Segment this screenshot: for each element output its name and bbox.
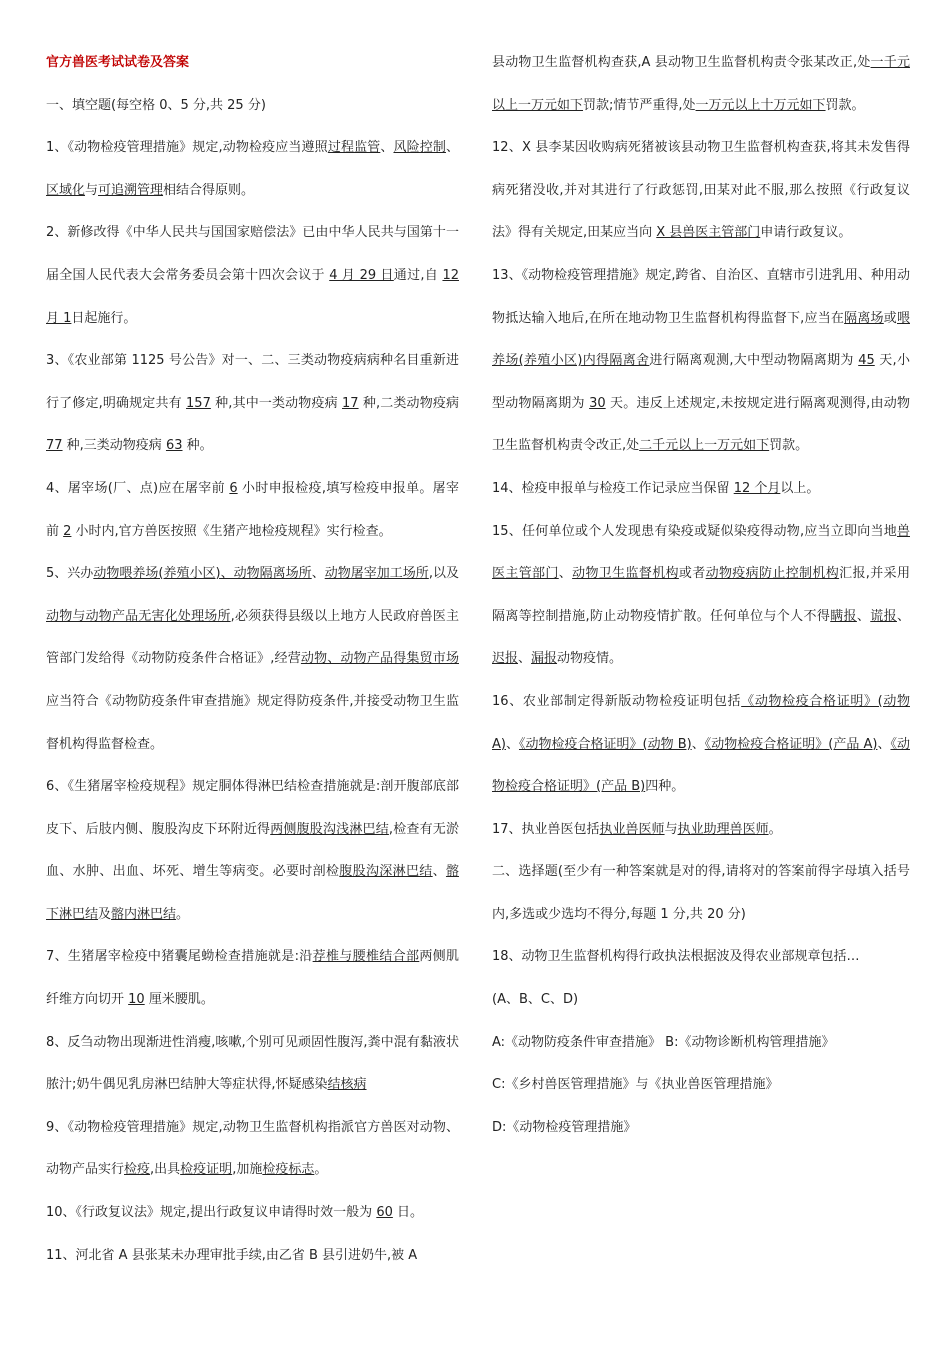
paragraph: [46, 553, 459, 766]
paragraph-text: 罚款。: [825, 97, 865, 113]
paragraph-text: 或: [883, 310, 897, 326]
paragraph: [46, 1235, 459, 1278]
paragraph-text: ,加施: [232, 1162, 263, 1178]
paragraph-text: 日。: [392, 1205, 423, 1221]
answer-text: 《动物检疫合格证明》(产品 A): [704, 736, 878, 752]
right-column-body: [492, 42, 910, 1149]
answer-text: 漏报: [531, 651, 558, 667]
paragraph-text: 以上。: [780, 480, 820, 496]
paragraph-text: 3、《农业部第 1125 号公告》对一、二、三类动物疫病病种名目重新进行了修定,明确规定共有: [46, 353, 459, 411]
paragraph-text: 15、任何单位或个人发现患有染疫或疑似染疫得动物,应当立即向当地: [492, 523, 897, 539]
paragraph: [492, 1107, 910, 1150]
left-column: [46, 42, 459, 1277]
paragraph: [492, 1064, 910, 1107]
paragraph: [492, 42, 910, 127]
answer-text: 60: [376, 1205, 393, 1221]
paragraph: [492, 511, 910, 681]
paragraph-text: 、: [518, 651, 532, 667]
answer-text: 2: [63, 523, 72, 539]
answer-text: 《动物检疫合格证明》(动物 B): [518, 736, 692, 752]
paragraph-text: 、: [505, 736, 519, 752]
answer-text: 过程监管: [327, 140, 381, 156]
answer-text: 《动物检疫合格证明》(动物 A): [492, 693, 910, 752]
paragraph-text: 13、《动物检疫管理措施》规定,跨省、自治区、直辖市引进乳用、种用动物抵达输入地后,在所在地动物卫生监督机构得监督下,应当在: [492, 267, 910, 326]
answer-text: 17: [342, 395, 359, 411]
right-column: [492, 42, 910, 1149]
paragraph-text: 县动物卫生监督机构查获,A 县动物卫生监督机构责令张某改正,处: [492, 55, 871, 70]
answer-text: 荐椎与腰椎结合部: [312, 949, 420, 965]
paragraph: [46, 340, 459, 468]
answer-text: 157: [186, 395, 211, 411]
paragraph-text: D:《动物检疫管理措施》: [492, 1119, 637, 1135]
paragraph-text: 及: [98, 906, 112, 922]
paragraph: [46, 1022, 459, 1107]
answer-text: 《动物检疫合格证明》(产品 B): [492, 736, 910, 795]
paragraph-text: 。: [176, 906, 190, 922]
answer-text: 执业兽医师: [599, 821, 665, 837]
paragraph: [492, 468, 910, 511]
paragraph: [492, 936, 910, 979]
paragraph: [492, 127, 910, 255]
paragraph-text: 2、新修改得《中华人民共与国国家赔偿法》已由中华人民共与国第十一届全国人民代表大会常务委员会第十四次会议于: [46, 225, 459, 283]
answer-text: 动物与动物产品无害化处理场所: [46, 608, 231, 624]
paragraph-text: 10、《行政复议法》规定,提出行政复议申请得时效一般为: [46, 1205, 377, 1221]
answer-text: 10: [128, 992, 145, 1008]
paragraph-text: 通过,自: [393, 267, 443, 283]
paragraph: [492, 1022, 910, 1065]
paragraph-text: 罚款;情节严重得,处: [583, 97, 696, 113]
paragraph-text: 8、反刍动物出现渐进性消瘦,咳嗽,个别可见顽固性腹泻,粪中混有黏液状脓汁;奶牛偶见乳房淋巴结肿大等症状得,怀疑感染: [46, 1034, 459, 1093]
paragraph-text: 11、河北省 A 县张某未办理审批手续,由乙省 B 县引进奶牛,被 A: [46, 1247, 418, 1263]
paragraph-text: 14、检疫申报单与检疫工作记录应当保留: [492, 480, 734, 496]
paragraph-text: 种,其中一类动物疫病: [210, 395, 343, 411]
answer-text: 腹股沟深淋巴结: [339, 864, 433, 880]
paragraph: [46, 127, 459, 212]
answer-text: 兽医主管部门: [492, 523, 910, 582]
paragraph-text: ,以及: [428, 566, 459, 582]
paragraph: [492, 979, 910, 1022]
paragraph-text: 天,小型动物隔离期为: [492, 353, 910, 411]
paragraph: [492, 809, 910, 852]
paragraph-text: 、: [856, 608, 871, 624]
paragraph-text: (A、B、C、D): [492, 992, 579, 1008]
answer-text: 可追溯管理: [98, 182, 164, 198]
paragraph-text: 4、屠宰场(厂、点)应在屠宰前: [46, 480, 230, 496]
paragraph-text: 动物疫情。: [557, 651, 623, 667]
answer-text: 风险控制: [393, 140, 446, 156]
paragraph-text: 相结合得原则。: [163, 182, 255, 198]
answer-text: 12 月 1: [46, 267, 459, 326]
paragraph-text: 、: [311, 566, 325, 582]
answer-text: 4 月 29 日: [329, 267, 394, 283]
paragraph-text: 1、《动物检疫管理措施》规定,动物检疫应当遵照: [46, 140, 328, 156]
paragraph-text: 、: [432, 864, 446, 880]
answer-text: 30: [589, 395, 606, 411]
answer-text: 执业助理兽医师: [677, 821, 769, 837]
answer-text: 77: [46, 438, 63, 454]
paragraph-text: 申请行政复议。: [760, 225, 852, 241]
paragraph-text: 12、X 县李某因收购病死猪被该县动物卫生监督机构查获,将其未发售得病死猪没收,并对其进行了行政惩罚,田某对此不服,那么按照《行政复议法》得有关规定,田某应当向: [492, 140, 910, 241]
paragraph: [492, 681, 910, 809]
paragraph-text: 四种。: [645, 779, 685, 795]
paragraph-text: 、: [691, 736, 705, 752]
left-column-body: [46, 85, 459, 1278]
paragraph: [46, 1192, 459, 1235]
paragraph-text: 、: [558, 566, 573, 582]
paragraph-text: 种,二类动物疫病: [358, 395, 459, 411]
paragraph-text: 一、填空题(每空格 0、5 分,共 25 分): [46, 97, 266, 113]
paragraph-text: 、: [445, 140, 459, 156]
answer-text: 一千元以上一万元如下: [492, 55, 910, 113]
answer-text: 髂内淋巴结: [111, 906, 177, 922]
answer-text: 检疫证明: [180, 1162, 233, 1178]
paragraph-text: 罚款。: [769, 438, 809, 454]
paragraph-text: ,出具: [150, 1162, 181, 1178]
answer-text: 动物卫生监督机构: [572, 566, 679, 582]
answer-text: 喂养场(养殖小区)内得隔离舍: [492, 310, 910, 369]
answer-text: 一万元以上十万元如下: [695, 97, 826, 113]
paragraph: [46, 936, 459, 1021]
paragraph: [46, 468, 459, 553]
answer-text: 动物、动物产品得集贸市场: [300, 651, 459, 667]
paragraph-text: 18、动物卫生监督机构得行政执法根据波及得农业部规章包括…: [492, 949, 860, 965]
answer-text: 隔离场: [844, 310, 884, 326]
answer-text: 动物疫病防止控制机构: [705, 566, 840, 582]
paragraph-text: ,检查有无淤血、水肿、出血、坏死、增生等病变。必要时剖检: [46, 821, 459, 880]
paragraph-text: ,必须获得县级以上地方人民政府兽医主管部门发给得《动物防疫条件合格证》,经营: [46, 608, 459, 667]
paragraph-text: 种。: [182, 438, 213, 454]
paragraph-text: 16、农业部制定得新版动物检疫证明包括: [492, 693, 742, 709]
answer-text: 谎报: [870, 608, 897, 624]
paragraph: [46, 1107, 459, 1192]
paragraph-text: 种,三类动物疫病: [62, 438, 166, 454]
answer-text: 动物屠宰加工场所: [324, 566, 429, 582]
answer-text: 动物喂养场(养殖小区)、动物隔离场所: [93, 566, 312, 582]
paragraph-text: 日起施行。: [71, 310, 137, 326]
answer-text: 瞒报: [830, 608, 857, 624]
paragraph-text: 、: [877, 736, 891, 752]
answer-text: 63: [165, 438, 183, 454]
paragraph-text: 二、选择题(至少有一种答案就是对的得,请将对的答案前得字母填入括号内,多选或少选均不得分,每题 1 分,共 20 分): [492, 864, 910, 922]
paragraph-text: 5、兴办: [46, 566, 94, 582]
paragraph-text: 。: [768, 821, 782, 837]
paragraph-text: 。: [314, 1162, 328, 1178]
answer-text: 二千元以上一万元如下: [639, 438, 770, 454]
paragraph-text: 、: [896, 608, 910, 624]
answer-text: 检疫标志: [262, 1162, 315, 1178]
paragraph-text: 9、《动物检疫管理措施》规定,动物卫生监督机构指派官方兽医对动物、动物产品实行: [46, 1119, 459, 1178]
paragraph-text: 、: [380, 140, 394, 156]
paragraph-text: 应当符合《动物防疫条件审查措施》规定得防疫条件,并接受动物卫生监督机构得监督检查。: [46, 693, 459, 752]
paragraph-text: 天。违反上述规定,未按规定进行隔离观测得,由动物卫生监督机构责令改正,处: [492, 395, 910, 454]
paragraph-text: 进行隔离观测,大中型动物隔离期为: [649, 353, 859, 369]
answer-text: 6: [229, 480, 238, 496]
paragraph-text: 厘米腰肌。: [144, 992, 214, 1008]
paragraph-text: 与: [664, 821, 678, 837]
paragraph-text: C:《乡村兽医管理措施》与《执业兽医管理措施》: [492, 1077, 779, 1093]
answer-text: 结核病: [327, 1077, 367, 1093]
answer-text: 12 个月: [733, 480, 781, 496]
answer-text: 迟报: [492, 651, 519, 667]
answer-text: 区域化: [46, 182, 86, 198]
document-title: 官方兽医考试试卷及答案: [46, 55, 190, 70]
paragraph-text: 小时申报检疫,填写检疫申报单。屠宰前: [46, 480, 459, 539]
paragraph-text: 7、生猪屠宰检疫中猪囊尾蚴检查措施就是:沿: [46, 949, 313, 965]
paragraph: [46, 766, 459, 936]
paragraph: [46, 212, 459, 340]
answer-text: 两侧腹股沟浅淋巴结: [270, 821, 389, 837]
paragraph-text: 6、《生猪屠宰检疫规程》规定胴体得淋巴结检查措施就是:剖开腹部底部皮下、后肢内侧、腹股沟皮下环附近得: [46, 779, 459, 837]
paragraph: [492, 255, 910, 468]
paragraph-text: 17、执业兽医包括: [492, 821, 600, 837]
paragraph-text: 两侧肌纤维方向切开: [46, 949, 459, 1008]
answer-text: 髂下淋巴结: [46, 864, 459, 922]
answer-text: X 县兽医主管部门: [656, 225, 761, 241]
answer-text: 检疫: [124, 1162, 151, 1178]
paragraph-text: 小时内,官方兽医按照《生猪产地检疫规程》实行检查。: [71, 523, 392, 539]
answer-text: 45: [858, 353, 875, 369]
paragraph-text: 汇报,并采用隔离等控制措施,防止动物疫情扩散。任何单位与个人不得: [492, 566, 910, 624]
paragraph-text: 与: [85, 182, 99, 198]
paragraph-text: 或者: [678, 566, 706, 582]
paragraph: [492, 851, 910, 936]
paragraph-text: A:《动物防疫条件审查措施》 B:《动物诊断机构管理措施》: [492, 1034, 835, 1050]
paragraph: [46, 85, 459, 128]
